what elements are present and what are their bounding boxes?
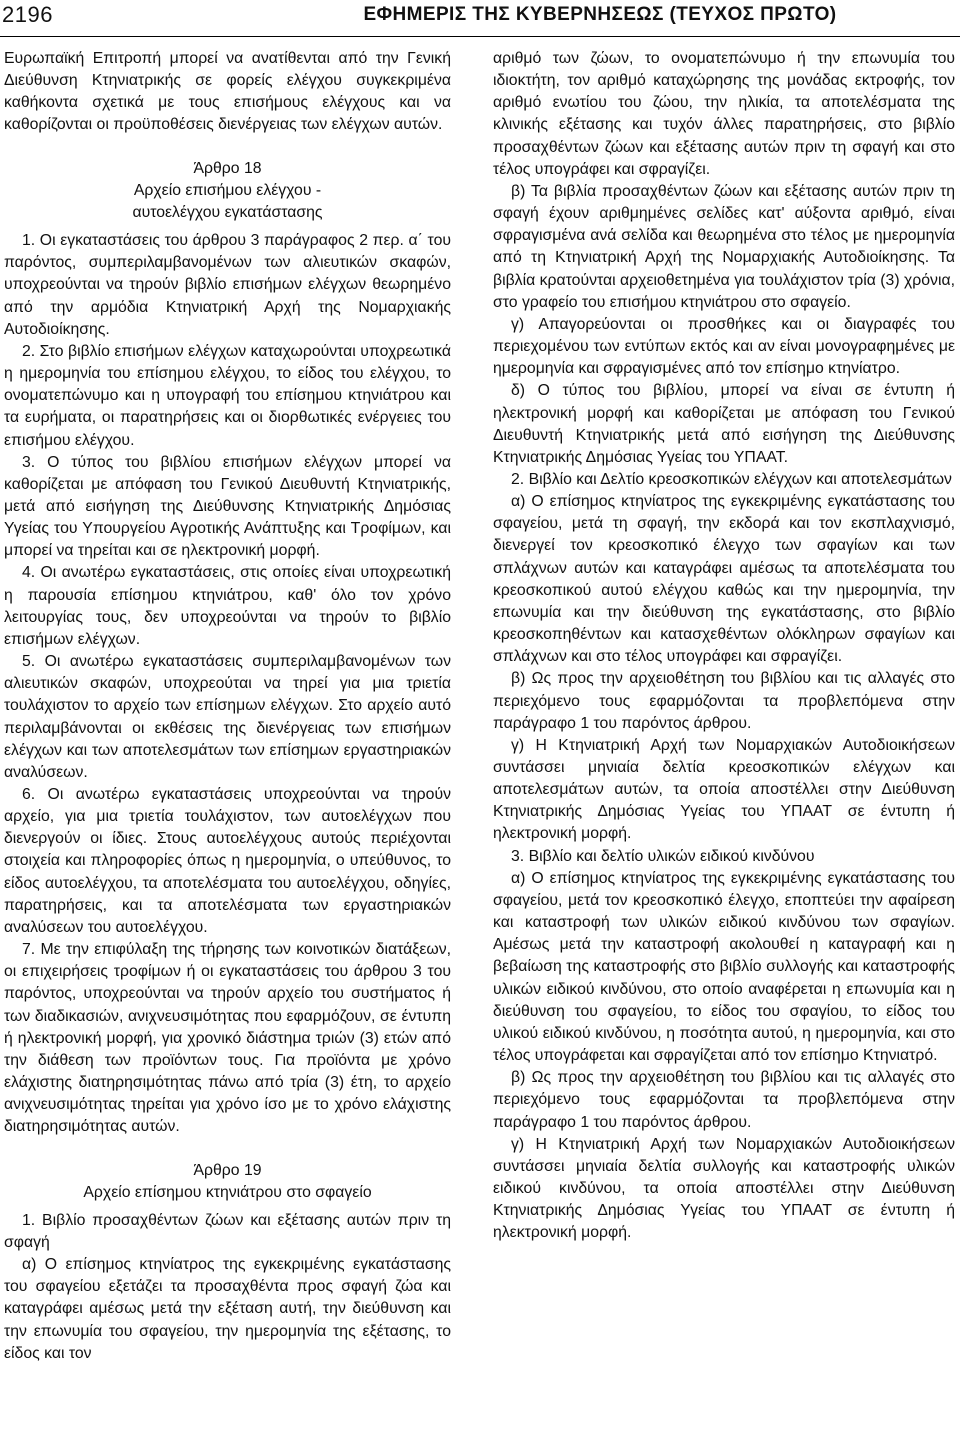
paragraph: αριθμό των ζώων, το ονοματεπώνυμο ή την επωνυμία του ιδιοκτήτη, τον αριθμό καταχώρησης της μονάδας εκτροφής, τον αριθμό ενωτίου του ζώου, την ηλικία, τα αποτελέσματα της κλινικής εξέτασης και τυχόν άλλες παρατηρήσεις, στο βιβλίο προσαχθέντων ζώων και εξέτασης αυτών πριν τη σφαγή και στο τέλος υπογράφει και σφραγίζει.: [493, 50, 955, 178]
article-18-title: Άρθρο 18: [193, 159, 262, 177]
article-18-subtitle-line2: αυτοελέγχου εγκατάστασης: [132, 203, 323, 221]
paragraph: 1. Βιβλίο προσαχθέντων ζώων και εξέτασης αυτών πριν τη σφαγή: [4, 1211, 451, 1251]
paragraph: 3. Ο τύπος του βιβλίου επισήμων ελέγχων μπορεί να καθορίζεται με απόφαση του Γενικού Διευθυντή Κτηνιατρικής, μετά από εισήγηση της Διεύθυνσης Κτηνιατρικής Δημόσιας Υγείας του Υπουργείου Αγροτικής Ανάπτυξης και Τροφίμων, και μπορεί να τηρείται και σε ηλεκτρονική μορφή.: [4, 453, 451, 560]
paragraph: 2. Στο βιβλίο επισήμων ελέγχων καταχωρούνται υποχρεωτικά η ημερομηνία του επίσημου ελέγχου, το είδος του ελέγχου, το ονοματεπώνυμο και η υπογραφή του επίσημου κτηνιάτρου και τα ευρήματα, οι παρατηρήσεις και οι διορθωτικές ενέργειες του επισήμου ελέγχου.: [4, 342, 451, 449]
right-column: [493, 48, 955, 1244]
paragraph: 3. Βιβλίο και δελτίο υλικών ειδικού κινδύνου: [511, 847, 815, 865]
paragraph: 5. Οι ανωτέρω εγκαταστάσεις συμπεριλαμβανομένων των αλιευτικών σκαφών, υποχρεούται να τηρεί για μια τριετία τουλάχιστον το αρχείο των επίσημων ελέγχων. Στο αρχείο αυτό περιλαμβάνονται οι εκθέσεις της διενέργειας των επισήμων ελέγχων και των αποτελεσμάτων των επίσημων εργαστηριακών αναλύσεων.: [4, 653, 451, 781]
paragraph: γ) Η Κτηνιατρική Αρχή των Νομαρχιακών Αυτοδιοικήσεων συντάσσει μηνιαία δελτία κρεοσκοπικών ελέγχων και αποτελεσμάτων αυτών, τα οποία αποστέλλει στην Διεύθυνση Κτηνιατρικής Δημόσιας Υγείας του ΥΠΑΑΤ σε έντυπη ή ηλεκτρονική μορφή.: [493, 736, 955, 843]
journal-title: ΕΦΗΜΕΡΙΣ ΤΗΣ ΚΥΒΕΡΝΗΣΕΩΣ (ΤΕΥΧΟΣ ΠΡΩΤΟ): [363, 4, 837, 25]
article-18-subtitle-line1: Αρχείο επισήμου ελέγχου -: [133, 181, 322, 199]
article-19-title: Άρθρο 19: [193, 1161, 262, 1179]
article-19-subtitle: Αρχείο επίσημου κτηνιάτρου στο σφαγείο: [83, 1183, 372, 1201]
left-column: [4, 48, 451, 1365]
paragraph: β) Ως προς την αρχειοθέτηση του βιβλίου και τις αλλαγές στο περιεχόμενο τους εφαρμόζονται τα προβλεπόμενα στην παράγραφο 1 του παρόντος άρθρου.: [493, 1069, 955, 1131]
paragraph: β) Τα βιβλία προσαχθέντων ζώων και εξέτασης αυτών πριν τη σφαγή έχουν αριθμημένες σελίδες κατ' αύξοντα αριθμό, είναι σφραγισμένα ανά σελίδα και θεωρημένα στο τέλος με ημερομηνία από τη Κτηνιατρική Αρχή της Νομαρχιακής Αυτοδιοίκησης. Τα βιβλία κρατούνται αρχειοθετημένα για τουλάχιστον τρία (3) χρόνια, στο γραφείο του επισήμου κτηνιάτρου στο σφαγείο.: [493, 182, 955, 311]
page-header: [0, 0, 960, 37]
paragraph: 7. Με την επιφύλαξη της τήρησης των κοινοτικών διατάξεων, οι επιχειρήσεις τροφίμων ή οι εγκαταστάσεις του άρθρου 3 του παρόντος, υποχρεούνται να τηρούν αρχείο του συστήματος ή των διαδικασιών, ανιχνευσιμότητας που εφαρμόζουν, σε έντυπη ή ηλεκτρονική μορφή, για χρονικό διάστημα τριών (3) ετών από την διάθεση των προϊόντων τους. Για προϊόντα με χρόνο ελάχιστης διατηρησιμότητας πάνω από τρία (3) έτη, το αρχείο ανιχνευσιμότητας τηρείται για χρόνο ίσο με το χρόνο ελάχιστης διατηρησιμότητας αυτών.: [4, 941, 451, 1136]
paragraph: α) Ο επίσημος κτηνίατρος της εγκεκριμένης εγκατάστασης του σφαγείου, μετά τη σφαγή, την εκδορά και τον εκσπλαχνισμό, διενεργεί τον κρεοσκοπικό έλεγχο των σφαγίων και των σπλάχνων αυτών και καταγράφει αμέσως τα αποτελέσματα του κρεοσκοπικού αυτού ελέγχου καθώς και την ημερομηνία, την επωνυμία και την διεύθυνση της εγκατάστασης, στο βιβλίο κρεοσκοπηθέντων και κατασχεθέντων ολόκληρων σφαγίων και σπλάχνων και στο τέλος υπογράφει και σφραγίζει.: [493, 493, 955, 666]
paragraph: 4. Οι ανωτέρω εγκαταστάσεις, στις οποίες είναι υποχρεωτική η παρουσία επίσημου κτηνιάτρου, καθ' όλο τον χρόνο λειτουργίας τους, δεν υποχρεούνται να τηρούν το βιβλίο επισήμων ελέγχων.: [4, 564, 451, 648]
paragraph: γ) Απαγορεύονται οι προσθήκες και οι διαγραφές του περιεχομένου των εντύπων εκτός και αν είναι μονογραφημένες με ημερομηνία και σφραγισμένες από τον επίσημο κτηνίατρο.: [493, 315, 955, 378]
paragraph: 6. Οι ανωτέρω εγκαταστάσεις υποχρεούνται να τηρούν αρχείο, για μια τριετία τουλάχιστον, των αυτοελέγχων που διενεργούν οι ίδιες. Στους αυτοελέγχους αυτούς περιέχονται στοιχεία και πληροφορίες όπως η ημερομηνία, ο υπεύθυνος, το είδος αυτοελέγχου, τα αποτελέσματα του αυτοελέγχου, οδηγίες, παρατηρήσεις, και τα αποτελέσματα των εργαστηριακών αναλύσεων του αυτοελέγχου.: [4, 786, 451, 936]
paragraph: Ευρωπαϊκή Επιτροπή μπορεί να ανατίθενται από την Γενική Διεύθυνση Κτηνιατρικής σε φορείς ελέγχου συγκεκριμένα καθήκοντα σχετικά με τους επισήμους ελέγχους και να καθορίζονται οι προϋποθέσεις διενέργειας των ελέγχων αυτών.: [4, 50, 451, 134]
paragraph: 1. Οι εγκαταστάσεις του άρθρου 3 παράγραφος 2 περ. α΄ του παρόντος, συμπεριλαμβανομένων των αλιευτικών σκαφών, υποχρεούνται να τηρούν βιβλίο επισήμων ελέγχων θεωρημένο από την αρμόδια Κτηνιατρική Αρχή της Νομαρχιακής Αυτοδιοίκησης.: [4, 232, 451, 338]
paragraph: α) Ο επίσημος κτηνίατρος της εγκεκριμένης εγκατάστασης του σφαγείου εξετάζει τα προσαχθέντα προς σφαγή ζώα και καταγράφει αμέσως μετά την εξέταση αυτή, την διεύθυνση και την επωνυμία του σφαγείου, την ημερομηνία της εξέτασης, το είδος και τον: [4, 1256, 451, 1362]
paragraph: γ) Η Κτηνιατρική Αρχή των Νομαρχιακών Αυτοδιοικήσεων συντάσσει μηνιαία δελτία συλλογής και καταστροφής υλικών ειδικού κινδύνου, τα οποία αποστέλλει στην Διεύθυνση Κτηνιατρικής Δημόσιας Υγείας του ΥΠΑΑΤ σε έντυπη ή ηλεκτρονική μορφή.: [493, 1135, 955, 1242]
paragraph: 2. Βιβλίο και Δελτίο κρεοσκοπικών ελέγχων και αποτελεσμάτων: [511, 470, 952, 488]
paragraph: α) Ο επίσημος κτηνίατρος της εγκεκριμένης εγκατάστασης του σφαγείου, μετά τον κρεοσκοπικό έλεγχο, εποπτεύει την αφαίρεση και καταστροφή των υλικών ειδικού κινδύνου των σφαγίων. Αμέσως μετά την καταστροφή ακολουθεί η καταγραφή και η βεβαίωση της καταστροφής στο βιβλίο συλλογής και καταστροφής υλικών ειδικού κινδύνου, στο οποίο αναφέρεται η επωνυμία και η διεύθυνση του σφαγείου, το είδος του σφαγίου, το είδος του υλικού ειδικού κινδύνου, η ποσότητα αυτού, η ημερομηνία, και στο τέλος υπογράφεται και σφραγίζεται από τον επίσημο Κτηνιατρό.: [493, 869, 955, 1065]
paragraph: β) Ως προς την αρχειοθέτηση του βιβλίου και τις αλλαγές στο περιεχόμενο τους εφαρμόζονται τα προβλεπόμενα στην παράγραφο 1 του παρόντος άρθρου.: [493, 670, 955, 732]
page-number: 2196: [2, 2, 53, 27]
paragraph: δ) Ο τύπος του βιβλίου, μπορεί να είναι σε έντυπη ή ηλεκτρονική μορφή και καθορίζεται με απόφαση του Γενικού Διευθυντή Κτηνιατρικής μετά από εισήγηση της Διεύθυνσης Κτηνιατρικής Δημόσιας Υγείας του ΥΠΑΑΤ.: [493, 382, 955, 466]
